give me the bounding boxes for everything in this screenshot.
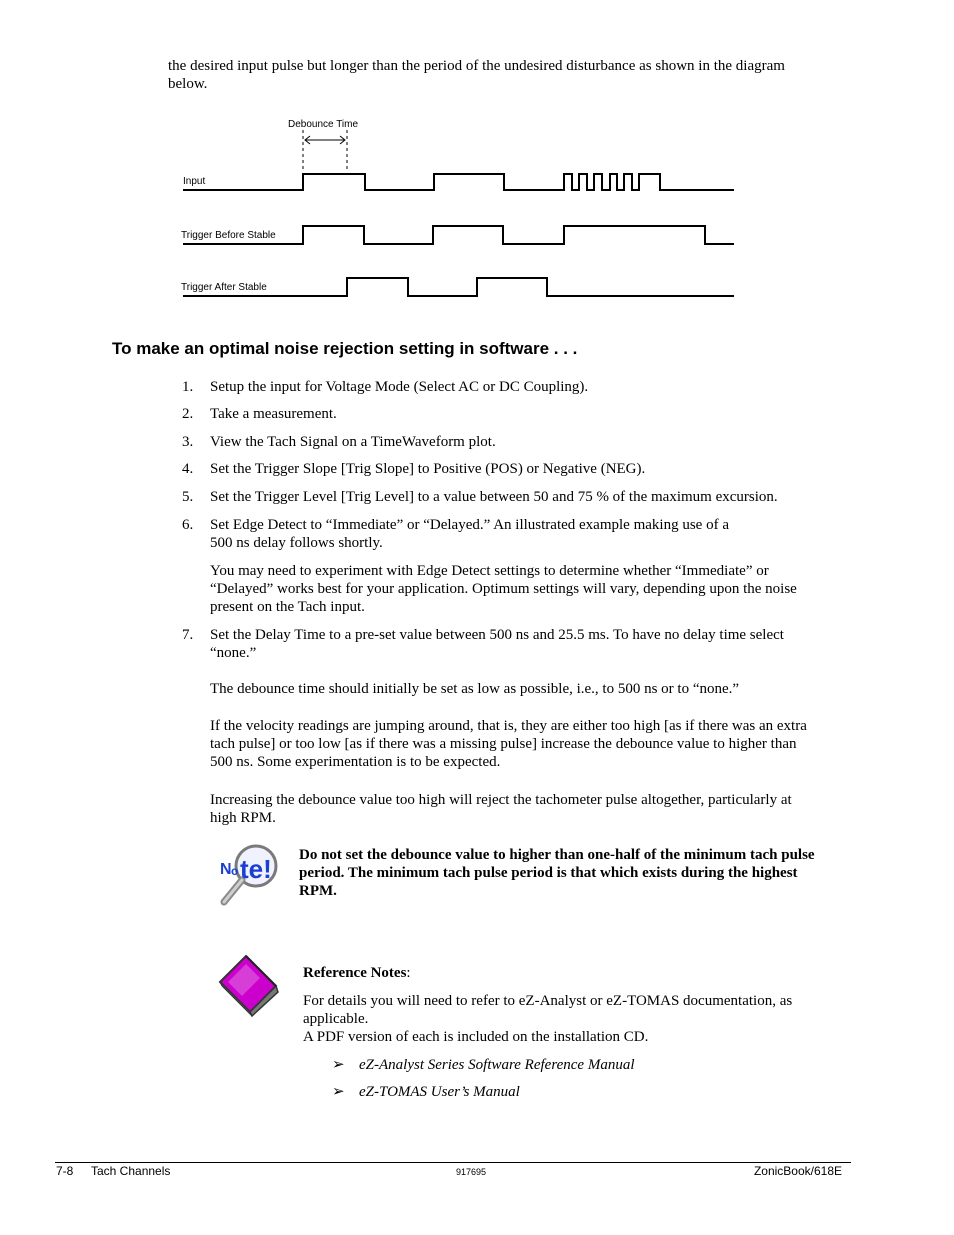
row-label-input: Input [183,176,206,187]
step-text-line-2: “none.” [210,645,257,661]
jumping-readings-paragraph [210,717,835,771]
step-text [210,626,835,662]
experiment-paragraph [210,562,835,616]
reference-line-3: A PDF version of each is included on the installation CD. [303,1029,649,1045]
input-waveform [183,174,734,190]
reference-notes-body [303,992,843,1046]
footer-document-number: 917695 [456,1167,487,1177]
debounce-timing-diagram [170,110,750,310]
note-magnifier-icon [214,842,284,908]
svg-text:te!: te! [240,854,272,884]
jumping-line-1: If the velocity readings are jumping around, that is, they are either too high [as if there was an extra [210,718,807,734]
reference-book-icon [216,952,280,1018]
step-number: 7. [182,627,194,643]
reference-title-text: Reference Notes [303,965,407,981]
footer-section-title: Tach Channels [91,1164,171,1178]
reference-line-2: applicable. [303,1011,369,1027]
experiment-line-3: present on the Tach input. [210,599,365,615]
increasing-line-2: high RPM. [210,810,276,826]
intro-line-2: below. [168,76,208,92]
debounce-time-label: Debounce Time [288,119,359,130]
experiment-line-1: You may need to experiment with Edge Detect settings to determine whether “Immediate” or [210,563,769,579]
increasing-line-1: Increasing the debounce value too high will reject the tachometer pulse altogether, particularly at [210,792,792,808]
footer-book-title: ZonicBook/618E [753,1164,842,1178]
footer-page-number: 7-8 [56,1164,74,1178]
arrow-bullet-icon: ➢ [332,1057,345,1073]
step-number: 4. [182,461,194,477]
reference-manual-title: eZ-Analyst Series Software Reference Manual [359,1057,635,1073]
note-line-1: Do not set the debounce value to higher than one-half of the minimum tach pulse [299,847,815,863]
footer-divider [55,1162,851,1163]
step-text: View the Tach Signal on a TimeWaveform plot. [210,434,496,450]
step-number: 2. [182,406,194,422]
step-text [210,516,835,552]
step-text-line-2: 500 ns delay follows shortly. [210,535,383,551]
step-number: 1. [182,379,194,395]
jumping-line-2: tach pulse] or too low [as if there was a missing pulse] increase the debounce value to higher than [210,736,797,752]
svg-text:N: N [220,861,232,878]
step-text-line-1: Set the Delay Time to a pre-set value between 500 ns and 25.5 ms. To have no delay time select [210,627,784,643]
reference-manual-title: eZ-TOMAS User’s Manual [359,1084,520,1100]
reference-title-colon: : [406,965,411,981]
arrow-bullet-icon: ➢ [332,1084,345,1100]
note-line-2: period. The minimum tach pulse period is that which exists during the highest [299,865,798,881]
jumping-line-3: 500 ns. Some experimentation is to be expected. [210,754,501,770]
step-number: 3. [182,434,194,450]
intro-line-1: the desired input pulse but longer than the period of the undesired disturbance as shown in the diagram [168,58,785,74]
svg-text:o: o [231,864,239,878]
row-label-trigger-before: Trigger Before Stable [181,230,276,241]
step-text: Setup the input for Voltage Mode (Select AC or DC Coupling). [210,379,589,395]
step-number: 6. [182,517,194,533]
note-text [299,846,844,900]
step-text: Take a measurement. [210,406,337,422]
debounce-markers [303,130,347,172]
note-line-3: RPM. [299,883,337,899]
reference-line-1: For details you will need to refer to eZ-Analyst or eZ-TOMAS documentation, as [303,993,793,1009]
section-heading: To make an optimal noise rejection setting in software . . . [112,339,578,358]
row-label-trigger-after: Trigger After Stable [181,282,267,293]
step-text: Set the Trigger Slope [Trig Slope] to Positive (POS) or Negative (NEG). [210,461,646,477]
reference-notes-title [303,964,411,982]
experiment-line-2: “Delayed” works best for your application. Optimum settings will vary, depending upon the noise [210,581,797,597]
step-text: Set the Trigger Level [Trig Level] to a value between 50 and 75 % of the maximum excursion. [210,489,778,505]
step-text-line-1: Set Edge Detect to “Immediate” or “Delayed.” An illustrated example making use of a [210,517,729,533]
increasing-debounce-paragraph [210,791,835,827]
step-number: 5. [182,489,194,505]
initial-debounce-paragraph: The debounce time should initially be set as low as possible, i.e., to 500 ns or to “none.” [210,681,740,697]
intro-paragraph [168,57,828,93]
